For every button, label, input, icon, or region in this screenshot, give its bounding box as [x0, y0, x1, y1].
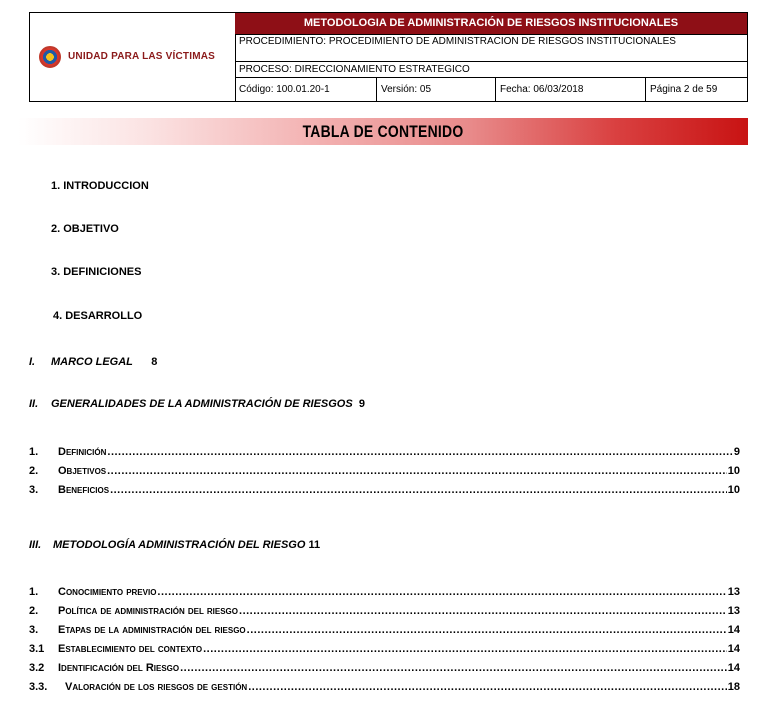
toc-roman-item[interactable] — [29, 356, 157, 368]
dot-leader — [239, 605, 727, 617]
document-meta-row — [235, 77, 747, 102]
entry-number: 1. — [29, 586, 39, 598]
toc-roman-item[interactable] — [29, 398, 365, 410]
entry-title: Etapas de la administración del riesgo — [58, 624, 246, 636]
roman-numeral: II. — [29, 398, 39, 410]
entry-title: Valoración de los riesgos de gestión — [65, 681, 248, 693]
dot-leader — [180, 662, 727, 674]
entry-title: Conocimiento previo — [58, 586, 157, 598]
document-title: METODOLOGIA DE ADMINISTRACIÓN DE RIESGOS INSTITUCIONALES — [235, 13, 747, 34]
proceso-label: PROCESO: DIRECCIONAMIENTO ESTRATEGICO — [235, 61, 747, 77]
dot-leader — [107, 465, 727, 477]
coat-of-arms-icon — [39, 46, 61, 68]
entry-page: 14 — [727, 662, 740, 674]
dot-leader — [157, 586, 726, 598]
roman-numeral: III. — [29, 539, 42, 551]
toc-item[interactable]: 2. OBJETIVO — [51, 223, 119, 235]
entry-number: 3.1 — [29, 643, 45, 655]
toc-item[interactable]: 3. DEFINICIONES — [51, 266, 142, 278]
entry-number: 3.2 — [29, 662, 45, 674]
page-number: 9 — [358, 398, 365, 410]
entry-number: 3. — [29, 484, 39, 496]
toc-entry[interactable] — [29, 484, 740, 498]
entry-page: 13 — [727, 586, 740, 598]
toc-item[interactable]: 1. INTRODUCCION — [51, 180, 149, 192]
toc-roman-item[interactable] — [29, 539, 320, 551]
entry-number: 3.3. — [29, 681, 48, 693]
entry-title: Establecimiento del contexto — [58, 643, 203, 655]
entry-page: 14 — [727, 643, 740, 655]
entry-title: Política de administración del riesgo — [58, 605, 239, 617]
entry-page: 14 — [727, 624, 740, 636]
toc-item[interactable]: 4. DESARROLLO — [53, 310, 143, 322]
dot-leader — [203, 643, 727, 655]
toc-banner — [18, 118, 748, 145]
org-name: UNIDAD PARA LAS VÍCTIMAS — [68, 51, 216, 62]
pagina-cell: Página 2 de 59 — [650, 84, 718, 95]
toc-entry[interactable] — [29, 643, 740, 657]
fecha-cell: Fecha: 06/03/2018 — [496, 78, 646, 102]
dot-leader — [247, 624, 727, 636]
page-number: 8 — [151, 356, 158, 368]
entry-title: Objetivos — [58, 465, 107, 477]
roman-title: METODOLOGÍA ADMINISTRACIÓN DEL RIESGO — [53, 539, 306, 551]
toc-entry[interactable] — [29, 605, 740, 619]
version-cell: Versión: 05 — [377, 78, 496, 102]
page-number: 11 — [308, 539, 321, 551]
entry-number: 2. — [29, 605, 39, 617]
toc-entry[interactable] — [29, 446, 740, 460]
toc-entry[interactable] — [29, 586, 740, 600]
entry-number: 1. — [29, 446, 39, 458]
dot-leader — [107, 446, 732, 458]
roman-numeral: I. — [29, 356, 36, 368]
entry-page: 18 — [727, 681, 740, 693]
entry-page: 13 — [727, 605, 740, 617]
procedimiento-label: PROCEDIMIENTO: PROCEDIMIENTO DE ADMINISTRACION DE RIESGOS INSTITUCIONALES — [235, 34, 747, 61]
toc-entry[interactable] — [29, 681, 740, 695]
entry-page: 9 — [733, 446, 740, 458]
entry-title: Identificación del Riesgo — [58, 662, 180, 674]
roman-title: GENERALIDADES DE LA ADMINISTRACIÓN DE RIESGOS — [51, 398, 353, 410]
dot-leader — [248, 681, 727, 693]
logo-area — [30, 13, 236, 101]
entry-title: Definición — [58, 446, 107, 458]
entry-page: 10 — [727, 484, 740, 496]
toc-entry[interactable] — [29, 662, 740, 676]
dot-leader — [110, 484, 727, 496]
entry-page: 10 — [727, 465, 740, 477]
toc-entry[interactable] — [29, 624, 740, 638]
entry-number: 3. — [29, 624, 39, 636]
header-info — [235, 13, 747, 101]
toc-title: TABLA DE CONTENIDO — [302, 122, 464, 141]
entry-title: Beneficios — [58, 484, 110, 496]
toc-entry[interactable] — [29, 465, 740, 479]
document-header — [29, 12, 748, 102]
entry-number: 2. — [29, 465, 39, 477]
roman-title: MARCO LEGAL — [51, 356, 133, 368]
codigo-cell: Código: 100.01.20-1 — [235, 78, 377, 102]
